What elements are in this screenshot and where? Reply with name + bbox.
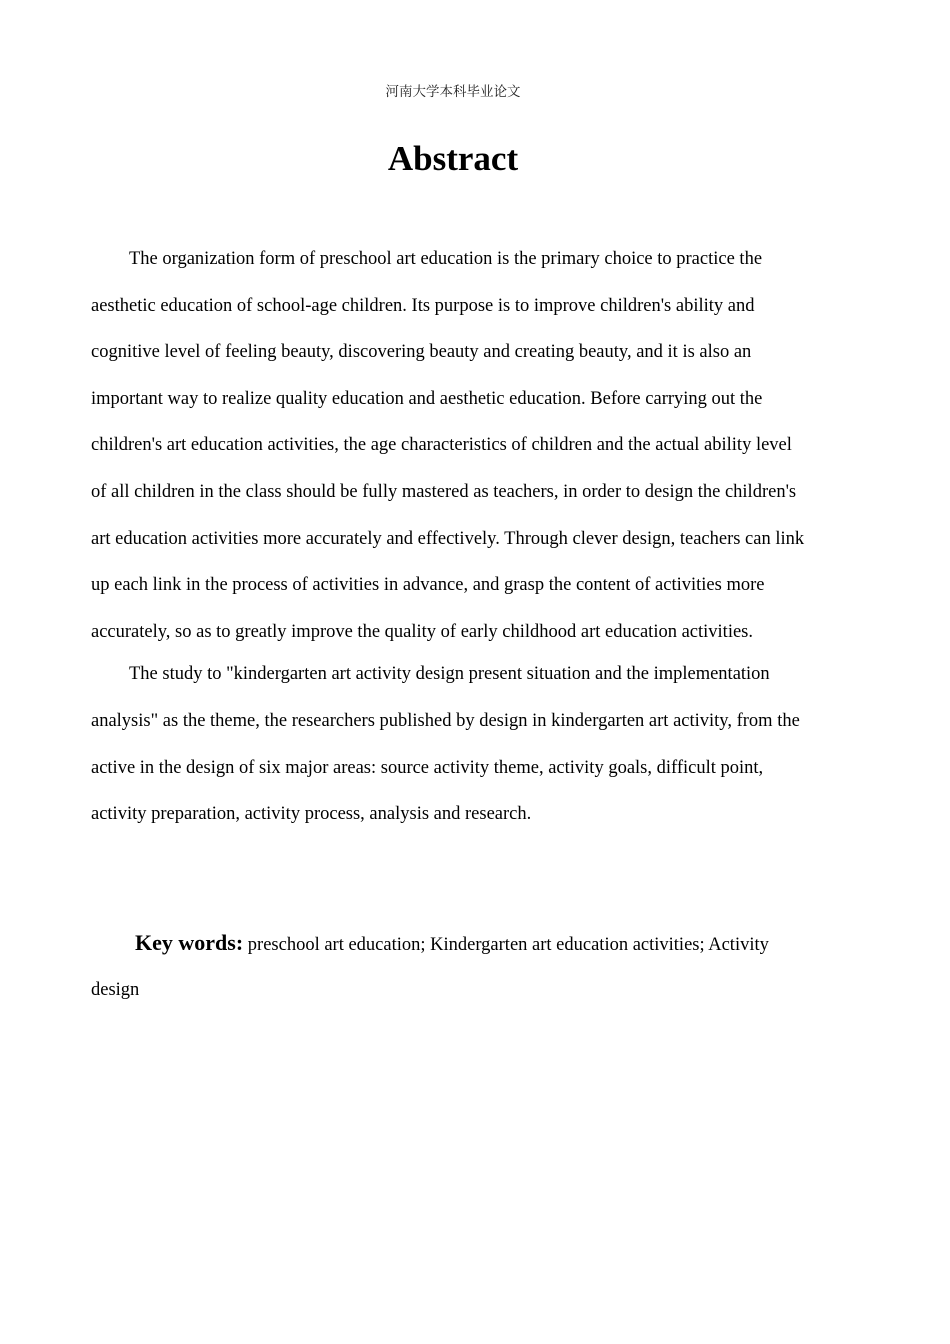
- keywords-text: preschool art education; Kindergarten art education activities; Activity design: [91, 935, 769, 1000]
- abstract-paragraph-1: The organization form of preschool art education is the primary choice to practice the aesthetic education of school-age children. Its purpose is to improve children's ability and cognitive level of feeling beauty, discovering beauty and creating beauty, and it is also an important way to realize quality education and aesthetic education. Before carrying out the children's art education activities, the age characteristics of children and the actual ability level of all children in the class should be fully mastered as teachers, in order to design the children's art education activities more accurately and effectively. Through clever design, teachers can link up each link in the process of activities in advance, and grasp the content of activities more accurately, so as to greatly improve the quality of early childhood art education activities.: [91, 249, 805, 642]
- keywords-label: Key words:: [135, 930, 244, 955]
- keywords-block: [91, 920, 811, 1013]
- abstract-paragraph-2: The study to "kindergarten art activity design present situation and the implementation analysis" as the theme, the researchers published by design in kindergarten art activity, from the active in the design of six major areas: source activity theme, activity goals, difficult point, activity preparation, activity process, analysis and research.: [91, 664, 800, 825]
- page-title: Abstract: [387, 139, 519, 178]
- running-header: 河南大学本科毕业论文: [385, 84, 521, 100]
- abstract-body: [91, 236, 811, 838]
